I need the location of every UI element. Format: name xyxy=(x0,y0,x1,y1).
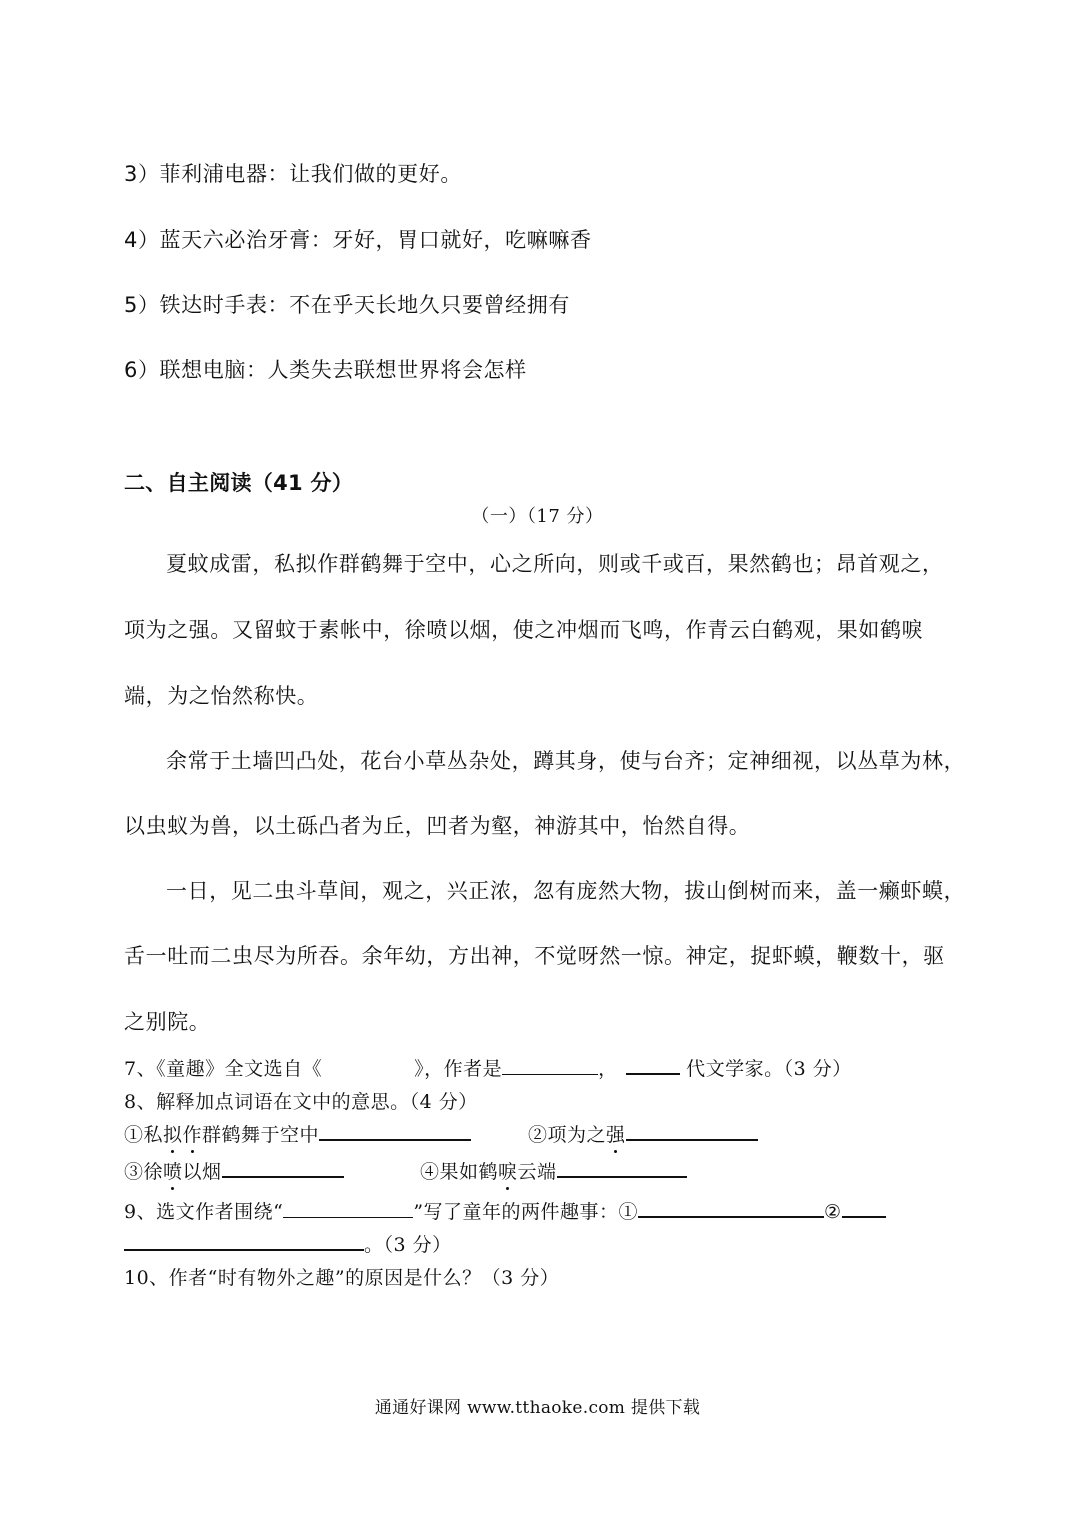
passage-line: 项为之强。又留蚊于素帐中，徐喷以烟，使之冲烟而飞鸣，作青云白鹤观，果如鹤唳 xyxy=(124,618,924,642)
q9-text: ”写了童年的两件趣事：① xyxy=(413,1201,639,1223)
q7-text: 》，作者是 xyxy=(414,1058,503,1080)
q8-item-1 xyxy=(124,1120,471,1147)
q8-item-3 xyxy=(124,1157,344,1184)
q8-text: 以烟 xyxy=(182,1161,222,1183)
passage-line: 之别院。 xyxy=(124,1010,211,1034)
q8-text: 群鹤舞于空中 xyxy=(202,1124,320,1146)
q7-dynasty-blank[interactable] xyxy=(626,1054,680,1075)
q9-text: 9、选文作者围绕“ xyxy=(124,1201,284,1223)
q8-answer-blank-2[interactable] xyxy=(626,1120,758,1141)
q9-text: ② xyxy=(824,1201,842,1223)
question-9-cont xyxy=(124,1230,452,1257)
q8-answer-blank-4[interactable] xyxy=(557,1157,687,1178)
q8-text: ②项为之 xyxy=(528,1124,607,1146)
passage-line: 舌一吐而二虫尽为所吞。余年幼，方出神，不觉呀然一惊。神定，捉虾蟆，鞭数十，驱 xyxy=(124,944,945,968)
dotted-word: 唳 xyxy=(498,1157,518,1184)
q8-item-2 xyxy=(528,1120,758,1147)
dotted-word: 拟 xyxy=(163,1120,183,1147)
q9-event-2-blank[interactable] xyxy=(124,1230,364,1251)
q8-text: ③徐 xyxy=(124,1161,164,1183)
dotted-word: 作 xyxy=(183,1120,203,1147)
passage-line: 端，为之怡然称快。 xyxy=(124,684,319,708)
slogan-item-6: 6）联想电脑：人类失去联想世界将会怎样 xyxy=(124,358,527,382)
slogan-item-4: 4）蓝天六必治牙膏：牙好，胃口就好，吃嘛嘛香 xyxy=(124,228,592,252)
passage-line: 一日，见二虫斗草间，观之，兴正浓，忽有庞然大物，拔山倒树而来，盖一癞虾蟆， xyxy=(166,879,966,903)
question-7 xyxy=(124,1054,852,1081)
q9-topic-blank[interactable] xyxy=(283,1198,413,1218)
q7-text: 代文学家。（3 分） xyxy=(679,1058,852,1080)
passage-line: 夏蚊成雷，私拟作群鹤舞于空中，心之所向，则或千或百，果然鹤也；昂首观之， xyxy=(166,552,944,576)
slogan-item-3: 3）菲利浦电器：让我们做的更好。 xyxy=(124,162,462,186)
dotted-word: 喷 xyxy=(163,1157,183,1184)
q7-author-blank[interactable] xyxy=(502,1055,598,1075)
q8-text: ①私 xyxy=(124,1124,164,1146)
q8-text: 云端 xyxy=(517,1161,557,1183)
sub-heading: （一）（17 分） xyxy=(471,506,604,527)
passage-line: 以虫蚁为兽，以土砾凸者为丘，凹者为壑，神游其中，怡然自得。 xyxy=(124,814,751,838)
q8-answer-blank-3[interactable] xyxy=(222,1157,344,1178)
q9-event-2-blank-start[interactable] xyxy=(842,1197,886,1218)
section-heading: 二、自主阅读（41 分） xyxy=(124,471,354,495)
question-9 xyxy=(124,1197,886,1224)
q9-event-1-blank[interactable] xyxy=(638,1197,824,1218)
q9-text: 。（3 分） xyxy=(364,1234,452,1256)
q8-item-4 xyxy=(420,1157,687,1184)
dotted-word: 强 xyxy=(606,1120,626,1147)
q7-text: 7、《童趣》全文选自《 xyxy=(124,1058,323,1080)
passage-line: 余常于土墙凹凸处，花台小草丛杂处，蹲其身，使与台齐；定神细视，以丛草为林， xyxy=(166,749,966,773)
q8-answer-blank-1[interactable] xyxy=(319,1120,471,1141)
q7-book-blank[interactable] xyxy=(322,1056,414,1075)
q8-text: ④果如鹤 xyxy=(420,1161,499,1183)
q7-text: ， xyxy=(598,1058,618,1080)
question-10: 10、作者“时有物外之趣”的原因是什么？（3 分） xyxy=(124,1267,560,1289)
slogan-item-5: 5）铁达时手表：不在乎天长地久只要曾经拥有 xyxy=(124,293,570,317)
question-8-prompt: 8、解释加点词语在文中的意思。（4 分） xyxy=(124,1091,478,1113)
footer: 通通好课网 www.tthaoke.com 提供下载 xyxy=(374,1398,701,1418)
